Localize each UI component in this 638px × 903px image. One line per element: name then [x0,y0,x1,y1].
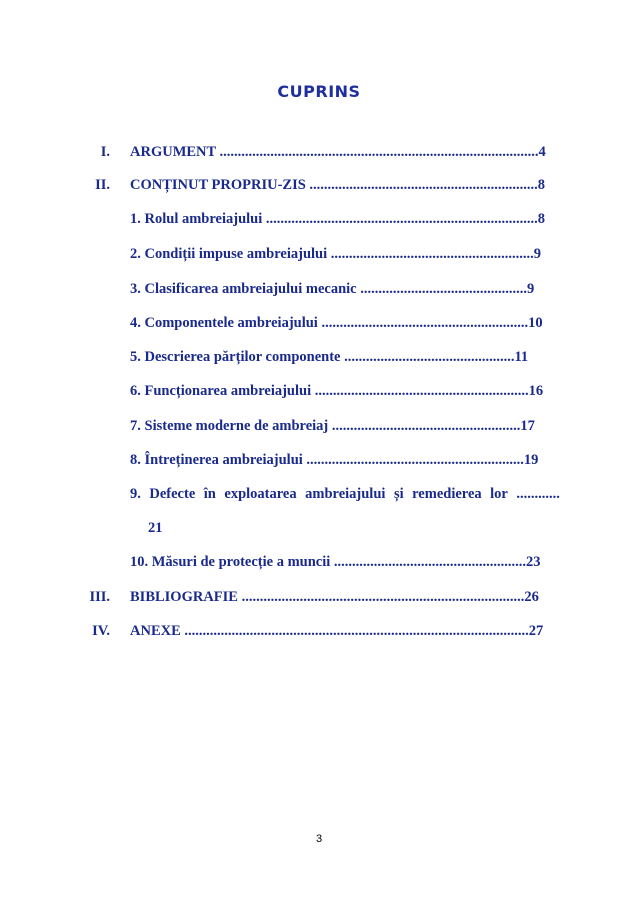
toc-entry-argument[interactable]: ARGUMENT ........................................................................................4 [130,144,546,160]
section-numeral-3: III. [89,589,110,605]
toc-entry-clasificarea[interactable]: 3. Clasificarea ambreiajului mecanic ..............................................9 [130,281,535,297]
toc-entry-rolul[interactable]: 1. Rolul ambreiajului ...........................................................................8 [130,211,546,227]
page-title: CUPRINS [277,82,361,101]
toc-entry-intretinerea[interactable]: 8. Întreținerea ambreiajului ............................................................19 [130,452,539,468]
toc-entry-functionarea[interactable]: 6. Funcționarea ambreiajului ...........................................................16 [130,383,544,399]
toc-entry-conditii[interactable]: 2. Condiții impuse ambreiajului ........................................................9 [130,246,541,262]
toc-entry-sisteme[interactable]: 7. Sisteme moderne de ambreiaj ....................................................17 [130,418,535,434]
toc-item9-word: Defecte [149,486,196,502]
toc-entry-anexe[interactable]: ANEXE ...............................................................................................27 [130,623,544,639]
toc-entry-defecte-page[interactable]: 21 [148,520,163,536]
toc-entry-defecte[interactable] [130,485,560,503]
page-number: 3 [315,833,323,845]
toc-entry-continut[interactable]: CONȚINUT PROPRIU-ZIS ...............................................................8 [130,177,546,193]
toc-item9-word: 9. [130,486,141,502]
toc-item9-word: și [393,486,404,502]
section-numeral-4: IV. [92,623,110,639]
toc-entry-masuri[interactable]: 10. Măsuri de protecție a muncii .....................................................23 [130,554,541,570]
toc-entry-bibliografie[interactable]: BIBLIOGRAFIE ..............................................................................26 [130,589,539,605]
toc-item9-word: remedierea [412,486,482,502]
section-numeral-2: II. [95,177,110,193]
toc-item9-leader: ............ [516,486,560,502]
toc-entry-descrierea[interactable]: 5. Descrierea părților componente ...............................................11 [130,349,529,365]
toc-item9-word: lor [490,486,508,502]
section-numeral-1: I. [100,144,110,160]
toc-item9-word: exploatarea [224,486,297,502]
toc-entry-componentele[interactable]: 4. Componentele ambreiajului .........................................................10 [130,315,543,331]
toc-item9-word: ambreiajului [305,486,386,502]
toc-item9-word: în [203,486,216,502]
